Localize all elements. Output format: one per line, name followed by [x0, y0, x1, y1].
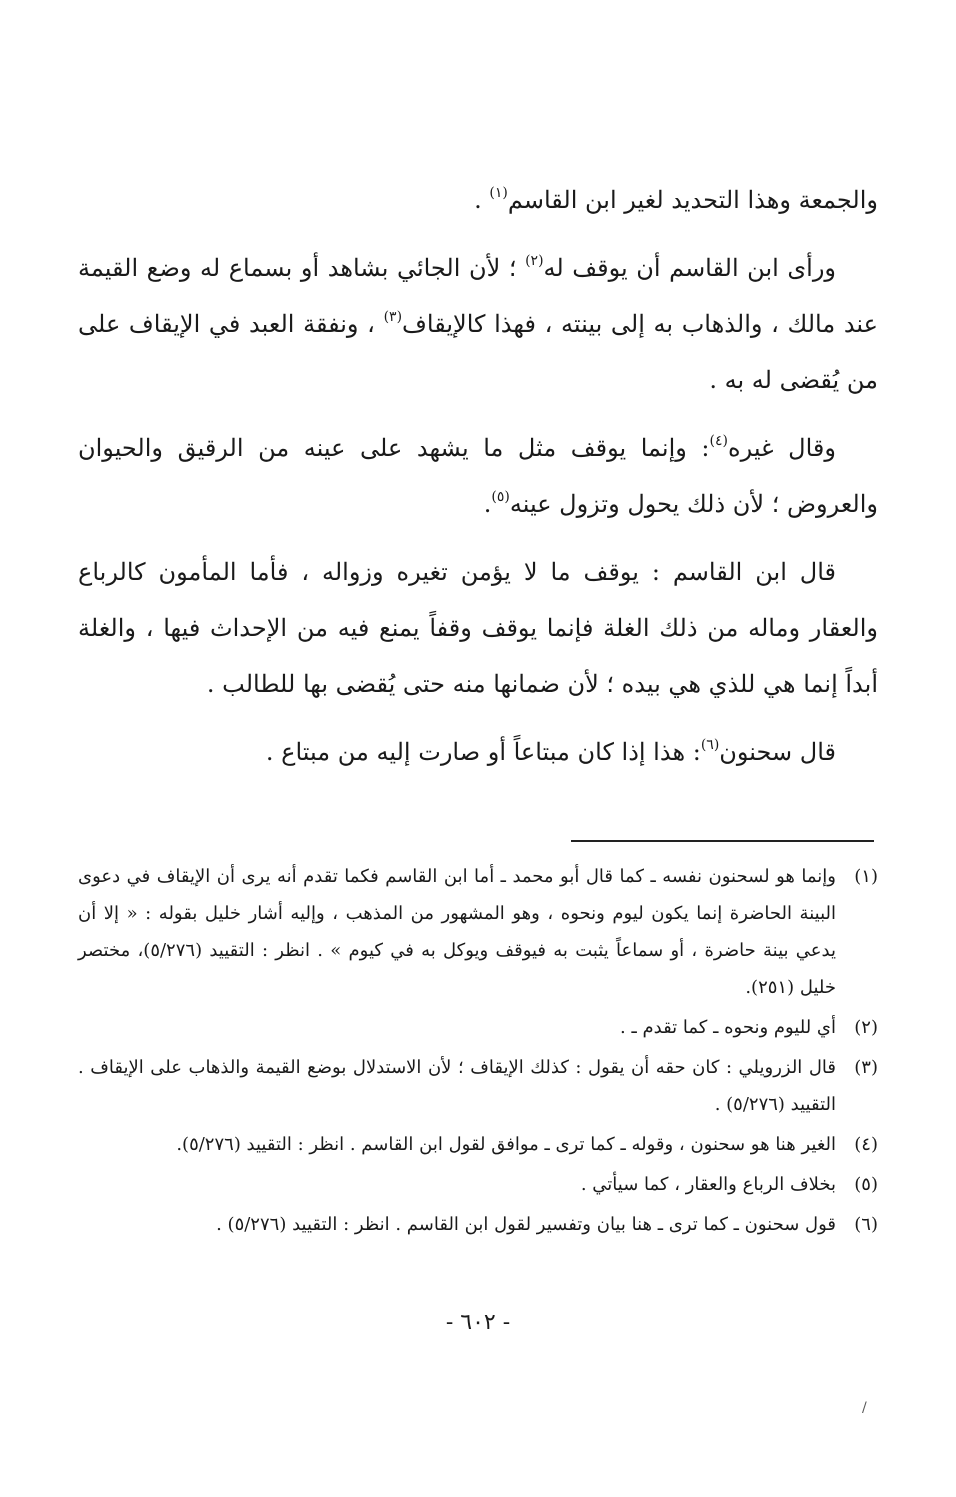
footnote-number: (٤): [854, 1134, 878, 1155]
footnote-ref-1[interactable]: (١): [489, 185, 508, 201]
footnote-text: الغير هنا هو سحنون ، وقوله ـ كما ترى ـ موافق لقول ابن القاسم . انظر : التقييد (٥/٢٧٦).: [176, 1134, 836, 1155]
footnote-text: قال الزرويلي : كان حقه أن يقول : كذلك الإيقاف ؛ لأن الاستدلال بوضع القيمة والذهاب على الإيقاف . التقييد (٥/٢٧٦) .: [78, 1057, 836, 1115]
footnote-number: (٢): [854, 1017, 878, 1038]
paragraph-1: والجمعة وهذا التحديد لغير ابن القاسم$^{(١)}$ .: [474, 185, 878, 214]
footnote-number: (٥): [854, 1174, 878, 1195]
main-text: [78, 172, 878, 780]
footnote-text: أي لليوم ونحوه ـ كما تقدم ـ .: [620, 1017, 836, 1038]
footnote-separator: [571, 840, 874, 842]
footnote-ref-3[interactable]: (٣): [383, 309, 403, 325]
footnote-text: وإنما هو لسحنون نفسه ـ كما قال أبو محمد ـ أما ابن القاسم فكما تقدم أنه يرى أن الإيقاف في دعوى البينة الحاضرة إنما يكون ليوم ونحوه ، وهو المشهور من المذهب ، وإليه أشار خليل بقوله : « إلا أن يدعي بينة حاضرة ، أو سماعاً يثبت به فيوقف ويوكل به في كيوم » . انظر : التقييد (٥/٢٧٦)، مختصر خليل (٢٥١).: [78, 866, 836, 998]
footnote-5: [78, 1166, 878, 1203]
footnote-3: [78, 1049, 878, 1123]
paragraph-3: وقال غيره$^{(٤)}$: وإنما يوقف مثل ما يشهد على عينه من الرقيق والحيوان والعروض ؛ لأن ذلك يحول وتزول عينه$^{(٥)}$.: [78, 433, 878, 518]
corner-mark: /: [862, 1400, 867, 1416]
footnote-2: [78, 1009, 878, 1046]
footnote-ref-5[interactable]: (٥): [491, 489, 510, 505]
footnote-ref-2[interactable]: (٢): [525, 253, 544, 269]
footnotes: [78, 858, 878, 1243]
footnote-text: بخلاف الرباع والعقار ، كما سيأتي .: [580, 1174, 836, 1195]
paragraph-5: قال سحنون$^{(٦)}$: هذا إذا كان مبتاعاً أو صارت إليه من مبتاع .: [265, 737, 836, 766]
footnote-6: [78, 1206, 878, 1243]
footnote-number: (٦): [854, 1214, 878, 1235]
paragraph-4: قال ابن القاسم : يوقف ما لا يؤمن تغيره وزواله ، فأما المأمون كالرباع والعقار وماله من ذلك الغلة فإنما يوقف وقفاً يمنع فيه من الإحداث فيها ، والغلة أبداً إنما هي للذي هي بيده ؛ لأن ضمانها منه حتى يُقضى بها للطالب .: [78, 558, 878, 698]
page-number: - ٦٠٢ -: [445, 1310, 511, 1335]
footnote-text: قول سحنون ـ كما ترى ـ هنا بيان وتفسير لقول ابن القاسم . انظر : التقييد (٥/٢٧٦) .: [216, 1214, 836, 1235]
footnote-ref-6[interactable]: (٦): [700, 737, 720, 753]
footnote-4: [78, 1126, 878, 1163]
footnote-1: [78, 858, 878, 1006]
footnote-number: (١): [854, 866, 878, 887]
footnote-ref-4[interactable]: (٤): [709, 433, 728, 449]
footnote-number: (٣): [854, 1057, 878, 1078]
paragraph-2: ورأى ابن القاسم أن يوقف له$^{(٢)}$ ؛ لأن الجائي بشاهد أو بسماع له وضع القيمة عند مالك ، والذهاب به إلى بينته ، فهذا كالإيقاف$^{(٣)}$ ، ونفقة العبد في الإيقاف على من يُقضى له به .: [78, 253, 878, 394]
